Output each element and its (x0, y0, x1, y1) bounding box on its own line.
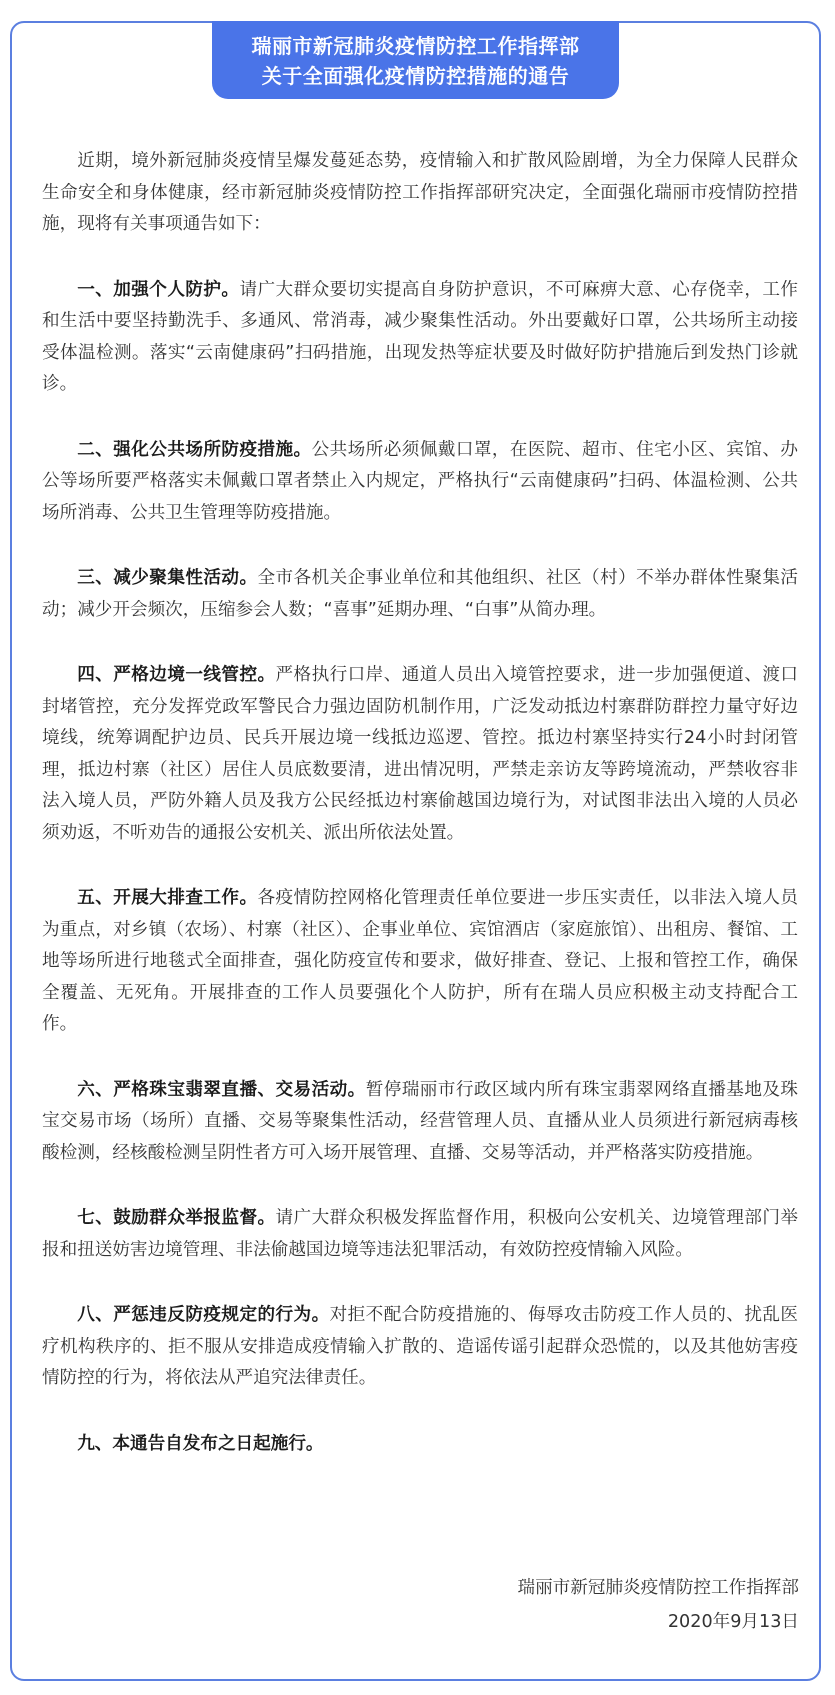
section-text: 暂停瑞丽市行政区域内所有珠宝翡翠网络直播基地及珠宝交易市场（场所）直播、交易等聚集性活动，经营管理人员、直播从业人员须进行新冠病毒核酸检测，经核酸检测呈阴性者方可入场开展管理、直播、交易等活动，并严格落实防疫措施。 (42, 1079, 798, 1163)
signature-block (517, 1571, 799, 1639)
title-line-2: 关于全面强化疫情防控措施的通告 (261, 64, 570, 88)
title-banner (212, 21, 619, 99)
section-4 (42, 660, 798, 849)
notice-body (42, 146, 798, 1494)
section-9 (42, 1429, 798, 1461)
section-heading: 三、减少聚集性活动。 (77, 568, 258, 588)
section-heading: 九、本通告自发布之日起施行。 (77, 1433, 324, 1454)
issuing-organization: 瑞丽市新冠肺炎疫情防控工作指挥部 (517, 1578, 799, 1598)
section-3 (42, 563, 798, 626)
section-heading: 五、开展大排查工作。 (77, 888, 258, 908)
intro-paragraph: 近期，境外新冠肺炎疫情呈爆发蔓延态势，疫情输入和扩散风险剧增，为全力保障人民群众生命安全和身体健康，经市新冠肺炎疫情防控工作指挥部研究决定，全面强化瑞丽市疫情防控措施，现将有关事项通告如下： (42, 151, 798, 234)
section-text: 请广大群众积极发挥监督作用，积极向公安机关、边境管理部门举报和扭送妨害边境管理、非法偷越国边境等违法犯罪活动，有效防控疫情输入风险。 (42, 1208, 798, 1260)
title-line-1: 瑞丽市新冠肺炎疫情防控工作指挥部 (251, 34, 580, 58)
section-text: 严格执行口岸、通道人员出入境管控要求，进一步加强便道、渡口封堵管控，充分发挥党政军警民合力强边固防机制作用，广泛发动抵边村寨群防群控力量守好边境线，统筹调配护边员、民兵开展边境一线抵边巡逻、管控。抵边村寨坚持实行24小时封闭管理，抵边村寨（社区）居住人员底数要清，进出情况明，严禁走亲访友等跨境流动，严禁收容非法入境人员，严防外籍人员及我方公民经抵边村寨偷越国边境行为，对试图非法出入境的人员必须劝返，不听劝告的通报公安机关、派出所依法处置。 (42, 665, 798, 843)
section-text: 全市各机关企事业单位和其他组织、社区（村）不举办群体性聚集活动；减少开会频次，压缩参会人数；“喜事”延期办理、“白事”从简办理。 (42, 568, 798, 620)
section-5 (42, 883, 798, 1041)
section-text: 公共场所必须佩戴口罩，在医院、超市、住宅小区、宾馆、办公等场所要严格落实未佩戴口罩者禁止入内规定，严格执行“云南健康码”扫码、体温检测、公共场所消毒、公共卫生管理等防疫措施。 (42, 439, 798, 523)
section-text: 请广大群众要切实提高自身防护意识，不可麻痹大意、心存侥幸，工作和生活中要坚持勤洗手、多通风、常消毒，减少聚集性活动。外出要戴好口罩，公共场所主动接受体温检测。落实“云南健康码”扫码措施，出现发热等症状要及时做好防护措施后到发热门诊就诊。 (42, 279, 798, 394)
section-6 (42, 1075, 798, 1170)
section-heading: 一、加强个人防护。 (77, 279, 240, 300)
section-text: 对拒不配合防疫措施的、侮辱攻击防疫工作人员的、扰乱医疗机构秩序的、拒不服从安排造成疫情输入扩散的、造谣传谣引起群众恐慌的，以及其他妨害疫情防控的行为，将依法从严追究法律责任。 (42, 1305, 798, 1388)
section-2 (42, 435, 798, 530)
section-1 (42, 275, 798, 401)
section-heading: 八、严惩违反防疫规定的行为。 (77, 1305, 330, 1325)
section-text: 各疫情防控网格化管理责任单位要进一步压实责任，以非法入境人员为重点，对乡镇（农场）、村寨（社区）、企事业单位、宾馆酒店（家庭旅馆）、出租房、餐馆、工地等场所进行地毯式全面排查，强化防疫宣传和要求，做好排查、登记、上报和管控工作，确保全覆盖、无死角。开展排查的工作人员要强化个人防护，所有在瑞人员应积极主动支持配合工作。 (42, 888, 798, 1034)
section-7 (42, 1203, 798, 1266)
section-8 (42, 1300, 798, 1395)
section-heading: 四、严格边境一线管控。 (77, 665, 276, 685)
section-heading: 六、严格珠宝翡翠直播、交易活动。 (77, 1079, 366, 1100)
section-heading: 七、鼓励群众举报监督。 (77, 1208, 276, 1228)
issue-date: 2020年9月13日 (667, 1612, 799, 1632)
section-heading: 二、强化公共场所防疫措施。 (77, 439, 312, 460)
